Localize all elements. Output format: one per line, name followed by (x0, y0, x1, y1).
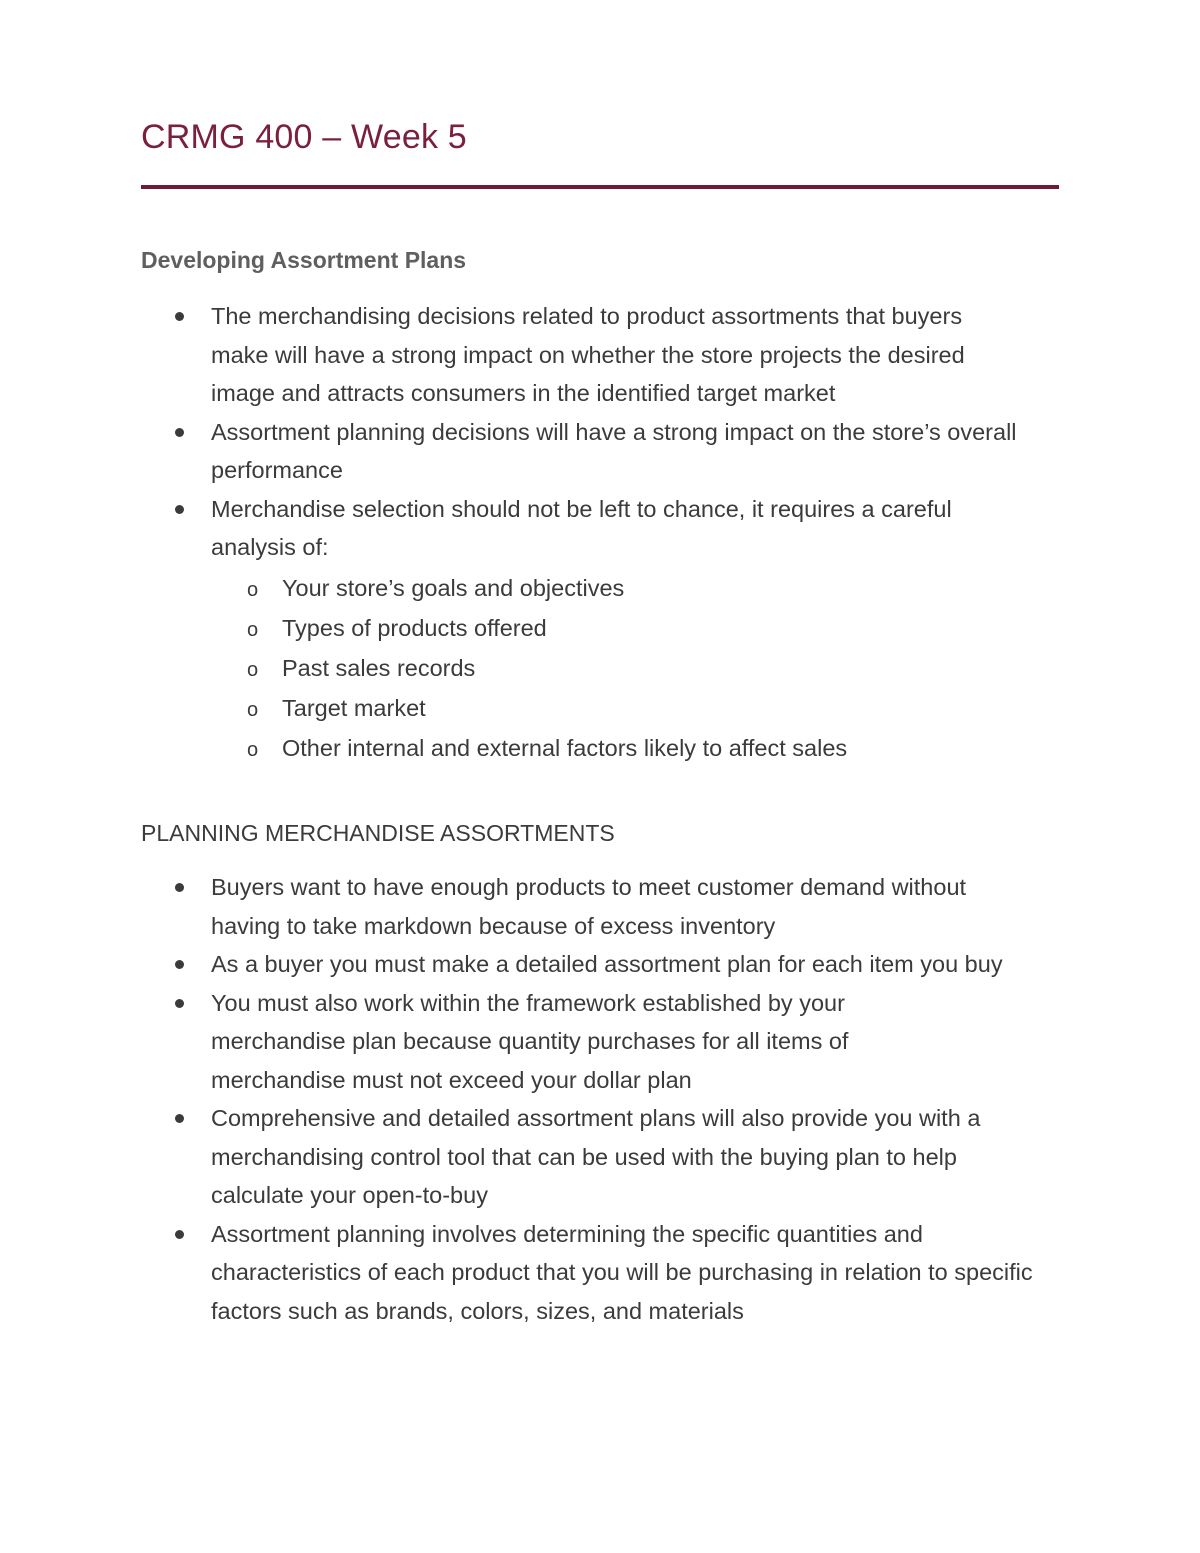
sub-list-item-text: Your store’s goals and objectives (282, 574, 625, 601)
list-item (141, 490, 991, 768)
title-divider (141, 185, 1059, 189)
sub-list-item-text: Types of products offered (282, 614, 547, 641)
bullet-icon (175, 883, 184, 892)
section-heading: Developing Assortment Plans (141, 247, 467, 273)
list-item (141, 1215, 1061, 1331)
section-planning-merchandise-assortments (141, 817, 1059, 1330)
list-item-text: Assortment planning involves determining the specific quantities and characteristics of each product that you will be purchasing in relation to specific factors such as brands, colors, sizes, and materials (211, 1220, 1033, 1324)
sub-bullet-icon: o (247, 738, 259, 761)
list-item (141, 297, 991, 413)
bullet-list (141, 868, 1059, 1330)
list-item-text: You must also work within the framework established by your merchandise plan because quantity purchases for all items of merchandise must not exceed your dollar plan (211, 989, 849, 1093)
bullet-icon (175, 312, 184, 321)
sub-bullet-icon: o (247, 578, 259, 601)
bullet-list (141, 297, 1059, 768)
sub-bullet-icon: o (247, 618, 259, 641)
sub-list-item (141, 608, 991, 648)
sub-list-item-text: Other internal and external factors likely to affect sales (282, 734, 848, 761)
bullet-icon (175, 428, 184, 437)
list-item (141, 945, 1031, 984)
list-item-text: Comprehensive and detailed assortment plans will also provide you with a merchandising control tool that can be used with the buying plan to help calculate your open-to-buy (211, 1105, 981, 1208)
bullet-icon (175, 1114, 184, 1123)
section-developing-assortment-plans (141, 244, 1059, 768)
sub-bullet-icon: o (247, 698, 259, 721)
list-item-text: Merchandise selection should not be left to chance, it requires a careful analysis of: (211, 495, 952, 560)
sub-list-item-text: Past sales records (282, 654, 476, 681)
bullet-icon (175, 960, 184, 969)
section-heading: PLANNING MERCHANDISE ASSORTMENTS (141, 820, 615, 846)
sub-list-item (141, 728, 991, 768)
bullet-icon (175, 505, 184, 514)
list-item-text: As a buyer you must make a detailed assortment plan for each item you buy (211, 951, 1003, 977)
list-item (141, 1099, 1041, 1215)
list-item-text: Buyers want to have enough products to meet customer demand without having to take markdown because of excess inventory (211, 874, 967, 939)
list-item-text: Assortment planning decisions will have a strong impact on the store’s overall performance (211, 418, 1017, 483)
sub-list (211, 568, 991, 768)
list-item-text: The merchandising decisions related to product assortments that buyers make will have a strong impact on whether the store projects the desired image and attracts consumers in the identified target market (211, 303, 965, 406)
list-item (141, 413, 1031, 490)
sub-bullet-icon: o (247, 658, 259, 681)
sub-list-item (141, 648, 991, 688)
list-item (141, 984, 971, 1100)
sub-list-item (141, 688, 991, 728)
list-item (141, 868, 1011, 945)
bullet-icon (175, 1230, 184, 1239)
sub-list-item (141, 568, 991, 608)
sub-list-item-text: Target market (282, 694, 426, 721)
bullet-icon (175, 999, 184, 1008)
page-title: CRMG 400 – Week 5 (141, 118, 467, 156)
